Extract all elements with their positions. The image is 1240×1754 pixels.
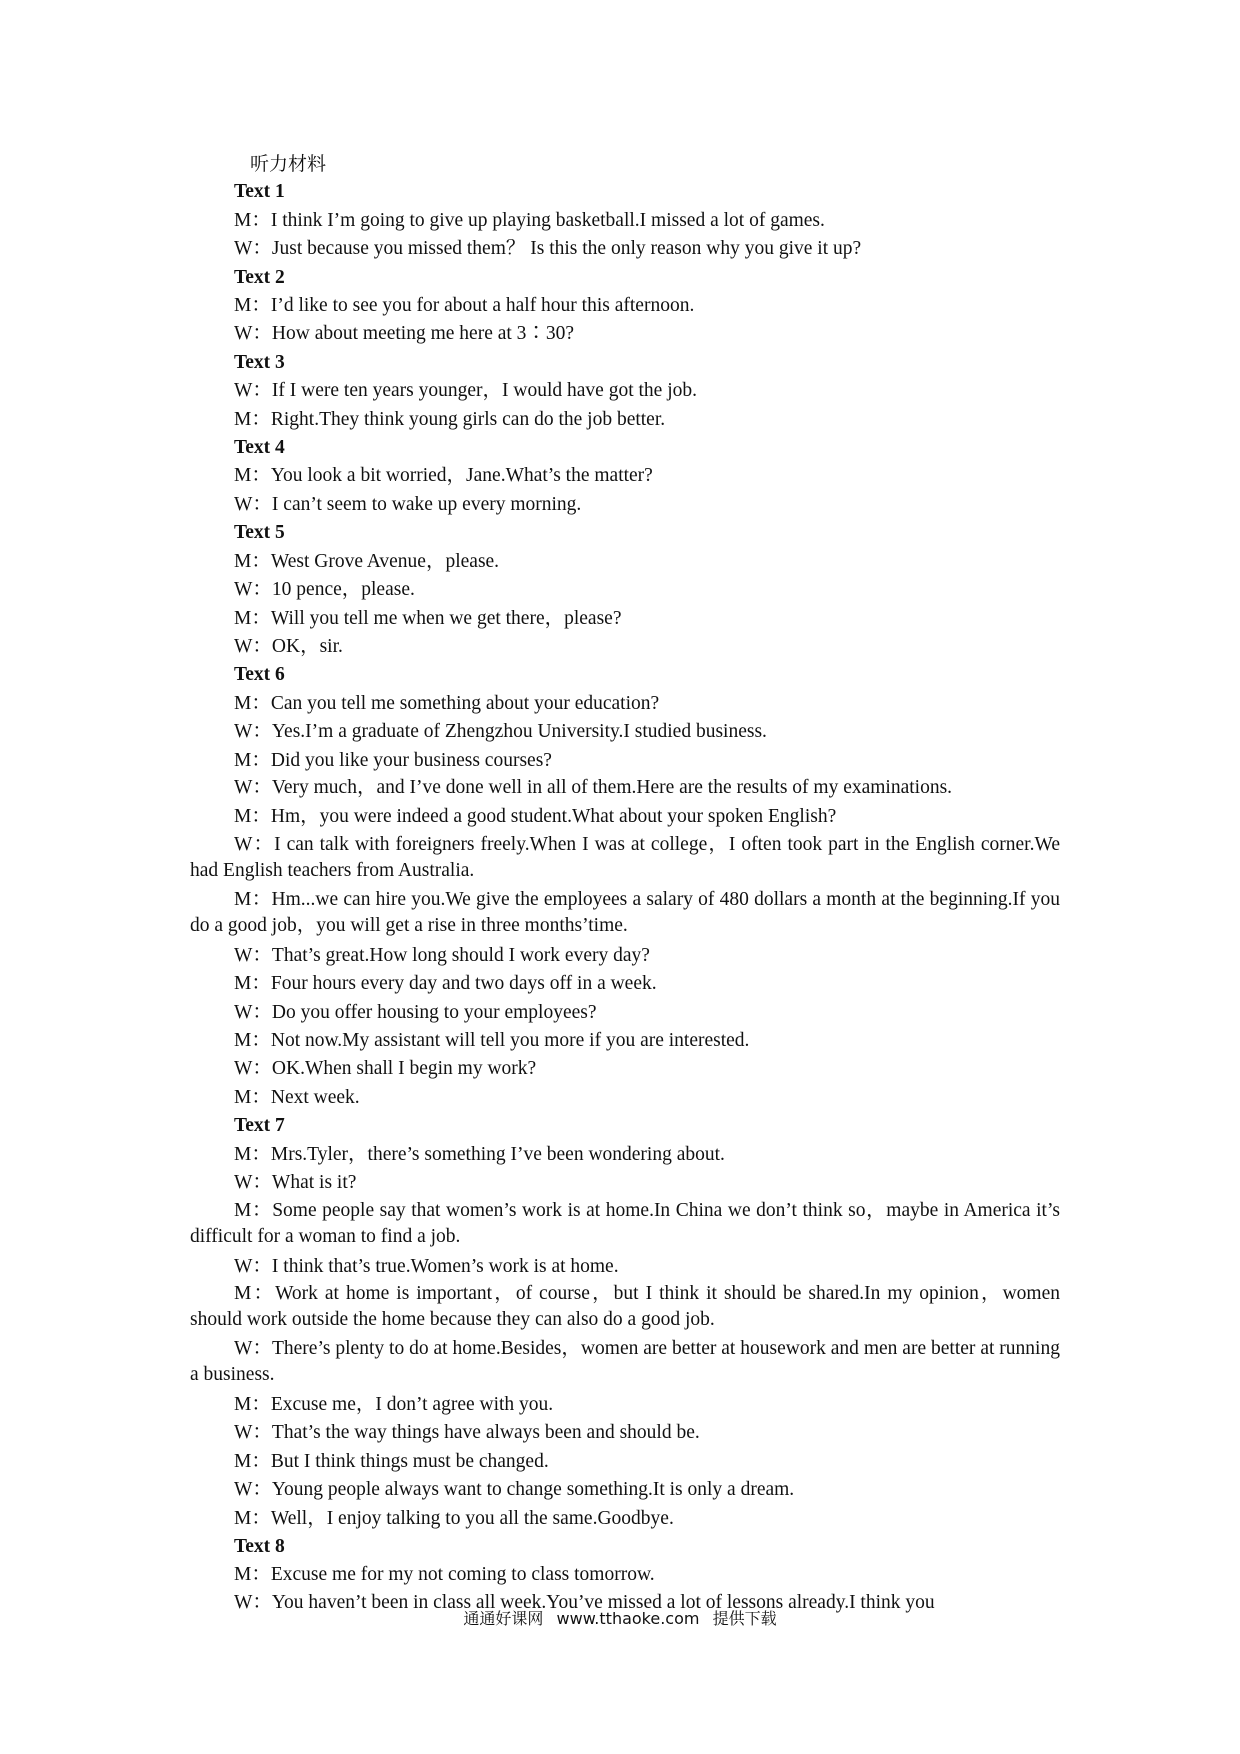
speaker-separator: ： [252, 1255, 272, 1277]
speaker-separator: ： [251, 973, 271, 995]
speaker-label: M [234, 1030, 252, 1052]
dialogue-line [190, 942, 1060, 970]
speaker-label: W [234, 1058, 253, 1080]
speaker-separator: ： [252, 1479, 272, 1501]
speaker-label: M [234, 1393, 252, 1415]
speaker-separator: ： [251, 1282, 276, 1304]
section-heading: Text 8 [234, 1535, 285, 1557]
speaker-separator: ： [251, 1086, 271, 1108]
speaker-label: W [234, 1479, 253, 1501]
speaker-label: W [234, 635, 253, 657]
dialogue-text: OK.When shall I begin my work? [271, 1058, 537, 1080]
dialogue-text: Young people always want to change something.It is only a dream. [271, 1479, 795, 1501]
dialogue-line [190, 1027, 1060, 1055]
dialogue-line [190, 462, 1060, 490]
speaker-label: M [234, 209, 252, 231]
dialogue-line [190, 1336, 1060, 1389]
dialogue-text: I think that’s true.Women’s work is at home. [271, 1255, 619, 1277]
speaker-label: M [234, 1199, 252, 1221]
speaker-label: M [234, 1086, 252, 1108]
page-footer [0, 1606, 1240, 1629]
dialogue-line [190, 1419, 1060, 1447]
dialogue-line [190, 320, 1060, 348]
speaker-label: M [234, 1282, 252, 1304]
dialogue-line [190, 832, 1060, 885]
dialogue-text: That’s great.How long should I work every day? [271, 944, 650, 966]
speaker-label: W [234, 579, 253, 601]
dialogue-text: Hm，you were indeed a good student.What about your spoken English? [270, 806, 837, 828]
speaker-label: W [234, 1001, 253, 1023]
dialogue-line [190, 377, 1060, 405]
speaker-separator: ： [252, 944, 272, 966]
speaker-separator: ： [252, 776, 272, 798]
dialogue-text: That’s the way things have always been and should be. [271, 1422, 700, 1444]
dialogue-line [190, 406, 1060, 434]
dialogue-text: Excuse me，I don’t agree with you. [270, 1393, 554, 1415]
speaker-label: W [234, 1255, 253, 1277]
speaker-label: W [234, 380, 253, 402]
dialogue-line [190, 548, 1060, 576]
section-heading: Text 1 [234, 181, 285, 203]
speaker-label: M [234, 295, 252, 317]
dialogue-line [190, 1198, 1060, 1251]
dialogue-text: If I were ten years younger，I would have got the job. [271, 380, 697, 402]
dialogue-text: Very much，and I’ve done well in all of them.Here are the results of my examinations. [271, 776, 953, 798]
speaker-label: W [234, 1422, 253, 1444]
dialogue-line [190, 633, 1060, 661]
speaker-separator: ： [251, 550, 271, 572]
speaker-separator: ： [251, 1143, 271, 1165]
speaker-label: W [234, 1591, 253, 1613]
speaker-separator: ： [251, 749, 271, 771]
dialogue-text: Right.They think young girls can do the job better. [270, 408, 666, 430]
dialogue-text: But I think things must be changed. [270, 1450, 549, 1472]
dialogue-line [190, 491, 1060, 519]
dialogue-line [190, 1055, 1060, 1083]
dialogue-line [190, 292, 1060, 320]
dialogue-text: Next week. [270, 1086, 360, 1108]
speaker-separator: ： [251, 692, 271, 714]
dialogue-text: Do you offer housing to your employees? [271, 1001, 597, 1023]
speaker-label: W [234, 1337, 253, 1359]
dialogue-line [190, 1084, 1060, 1112]
speaker-separator: ： [251, 607, 271, 629]
dialogue-text: Just because you missed them？ Is this the only reason why you give it up? [271, 238, 862, 260]
speaker-separator: ： [252, 238, 272, 260]
speaker-label: W [234, 776, 253, 798]
speaker-separator: ： [251, 1450, 271, 1472]
speaker-label: M [234, 408, 252, 430]
speaker-separator: ： [251, 1564, 271, 1586]
dialogue-line [190, 576, 1060, 604]
speaker-label: M [234, 1143, 252, 1165]
footer-site-name: 通通好课网 [463, 1609, 544, 1628]
section-heading: Text 6 [234, 664, 285, 686]
dialogue-line [190, 207, 1060, 235]
dialogue-line [190, 1448, 1060, 1476]
footer-url: www.tthaoke.com [556, 1609, 700, 1628]
dialogue-text: I can talk with foreigners freely.When I was at college，I often took part in the English corner.We had English teachers from Australia. [190, 833, 1060, 882]
dialogue-line [190, 1253, 1060, 1281]
speaker-label: M [234, 607, 252, 629]
speaker-label: W [234, 1172, 253, 1194]
dialogue-text: Will you tell me when we get there，please? [270, 607, 622, 629]
speaker-label: M [234, 888, 252, 910]
sections-container [190, 178, 1060, 1616]
speaker-label: M [234, 1564, 252, 1586]
speaker-label: W [234, 323, 253, 345]
speaker-separator: ： [251, 1030, 271, 1052]
speaker-separator: ： [252, 493, 272, 515]
speaker-separator: ： [252, 1172, 272, 1194]
dialogue-text: What is it? [271, 1172, 357, 1194]
dialogue-line [190, 775, 1060, 802]
speaker-label: M [234, 1507, 252, 1529]
section-heading: Text 3 [234, 351, 285, 373]
section-heading: Text 2 [234, 266, 285, 288]
dialogue-text: You look a bit worried，Jane.What’s the matter? [270, 465, 653, 487]
speaker-label: M [234, 692, 252, 714]
speaker-separator: ： [251, 1507, 271, 1529]
dialogue-line [190, 1476, 1060, 1504]
dialogue-line [190, 1281, 1060, 1334]
speaker-separator: ： [252, 323, 272, 345]
speaker-label: W [234, 833, 253, 855]
dialogue-line [190, 605, 1060, 633]
speaker-label: M [234, 550, 252, 572]
section-heading: Text 5 [234, 522, 285, 544]
speaker-separator: ： [252, 635, 272, 657]
speaker-separator: ： [252, 1001, 272, 1023]
speaker-separator: ： [252, 1058, 272, 1080]
dialogue-line [190, 690, 1060, 718]
dialogue-text: Well，I enjoy talking to you all the same.Goodbye. [270, 1507, 674, 1529]
dialogue-text: Did you like your business courses? [270, 749, 552, 771]
speaker-separator: ： [252, 833, 275, 855]
speaker-label: M [234, 1450, 252, 1472]
speaker-label: W [234, 238, 253, 260]
dialogue-line [190, 1561, 1060, 1589]
dialogue-line [190, 747, 1060, 775]
speaker-label: M [234, 749, 252, 771]
speaker-label: W [234, 721, 253, 743]
speaker-separator: ： [252, 380, 272, 402]
speaker-separator: ： [252, 1337, 272, 1359]
dialogue-line [190, 970, 1060, 998]
speaker-separator: ： [252, 1591, 272, 1613]
dialogue-line [190, 235, 1060, 263]
speaker-separator: ： [252, 721, 272, 743]
speaker-separator: ： [251, 295, 271, 317]
dialogue-line [190, 1141, 1060, 1169]
section-heading: Text 7 [234, 1115, 285, 1137]
dialogue-text: How about meeting me here at 3∶30? [271, 323, 575, 345]
dialogue-text: Yes.I’m a graduate of Zhengzhou University.I studied business. [271, 721, 767, 743]
speaker-separator: ： [251, 1393, 271, 1415]
speaker-label: W [234, 493, 253, 515]
dialogue-text: Four hours every day and two days off in a week. [270, 973, 657, 995]
dialogue-line [190, 1391, 1060, 1419]
dialogue-text: Hm...we can hire you.We give the employees a salary of 480 dollars a month at the beginning.If you do a good job，you will get a rise in three months’time. [190, 888, 1060, 937]
dialogue-line [190, 1505, 1060, 1533]
speaker-separator: ： [251, 408, 271, 430]
dialogue-text: I’d like to see you for about a half hour this afternoon. [270, 295, 695, 317]
speaker-separator: ： [252, 1422, 272, 1444]
dialogue-text: Mrs.Tyler，there’s something I’ve been wondering about. [270, 1143, 725, 1165]
dialogue-text: There’s plenty to do at home.Besides，women are better at housework and men are better at running a business. [190, 1337, 1060, 1386]
dialogue-line [190, 803, 1060, 831]
dialogue-text: Some people say that women’s work is at home.In China we don’t think so，maybe in America it’s difficult for a woman to find a job. [190, 1199, 1060, 1247]
speaker-label: M [234, 973, 252, 995]
speaker-label: M [234, 465, 252, 487]
speaker-separator: ： [251, 209, 271, 231]
speaker-separator: ： [251, 888, 272, 910]
speaker-separator: ： [251, 806, 271, 828]
dialogue-text: I can’t seem to wake up every morning. [271, 493, 582, 515]
speaker-separator: ： [251, 1199, 273, 1221]
document-title: 听力材料 [250, 153, 327, 175]
dialogue-text: You haven’t been in class all week.You’ve missed a lot of lessons already.I think you [271, 1591, 935, 1613]
section-heading: Text 4 [234, 437, 285, 459]
dialogue-text: OK，sir. [271, 635, 343, 657]
footer-suffix: 提供下载 [712, 1609, 777, 1628]
speaker-label: M [234, 806, 252, 828]
dialogue-line [190, 887, 1060, 940]
dialogue-line [190, 1169, 1060, 1197]
dialogue-text: Can you tell me something about your education? [270, 692, 660, 714]
dialogue-text: I think I’m going to give up playing basketball.I missed a lot of games. [270, 209, 825, 231]
dialogue-text: 10 pence，please. [271, 579, 415, 601]
dialogue-text: West Grove Avenue，please. [270, 550, 500, 572]
dialogue-text: Not now.My assistant will tell you more if you are interested. [270, 1030, 750, 1052]
speaker-separator: ： [252, 579, 272, 601]
dialogue-text: Excuse me for my not coming to class tomorrow. [270, 1564, 655, 1586]
speaker-label: W [234, 944, 253, 966]
document-content [190, 150, 1060, 1618]
dialogue-line [190, 718, 1060, 746]
dialogue-line [190, 999, 1060, 1027]
speaker-separator: ： [251, 465, 271, 487]
dialogue-text: Work at home is important，of course，but I think it should be shared.In my opinion，women should work outside the home because they can also do a good job. [190, 1282, 1060, 1331]
